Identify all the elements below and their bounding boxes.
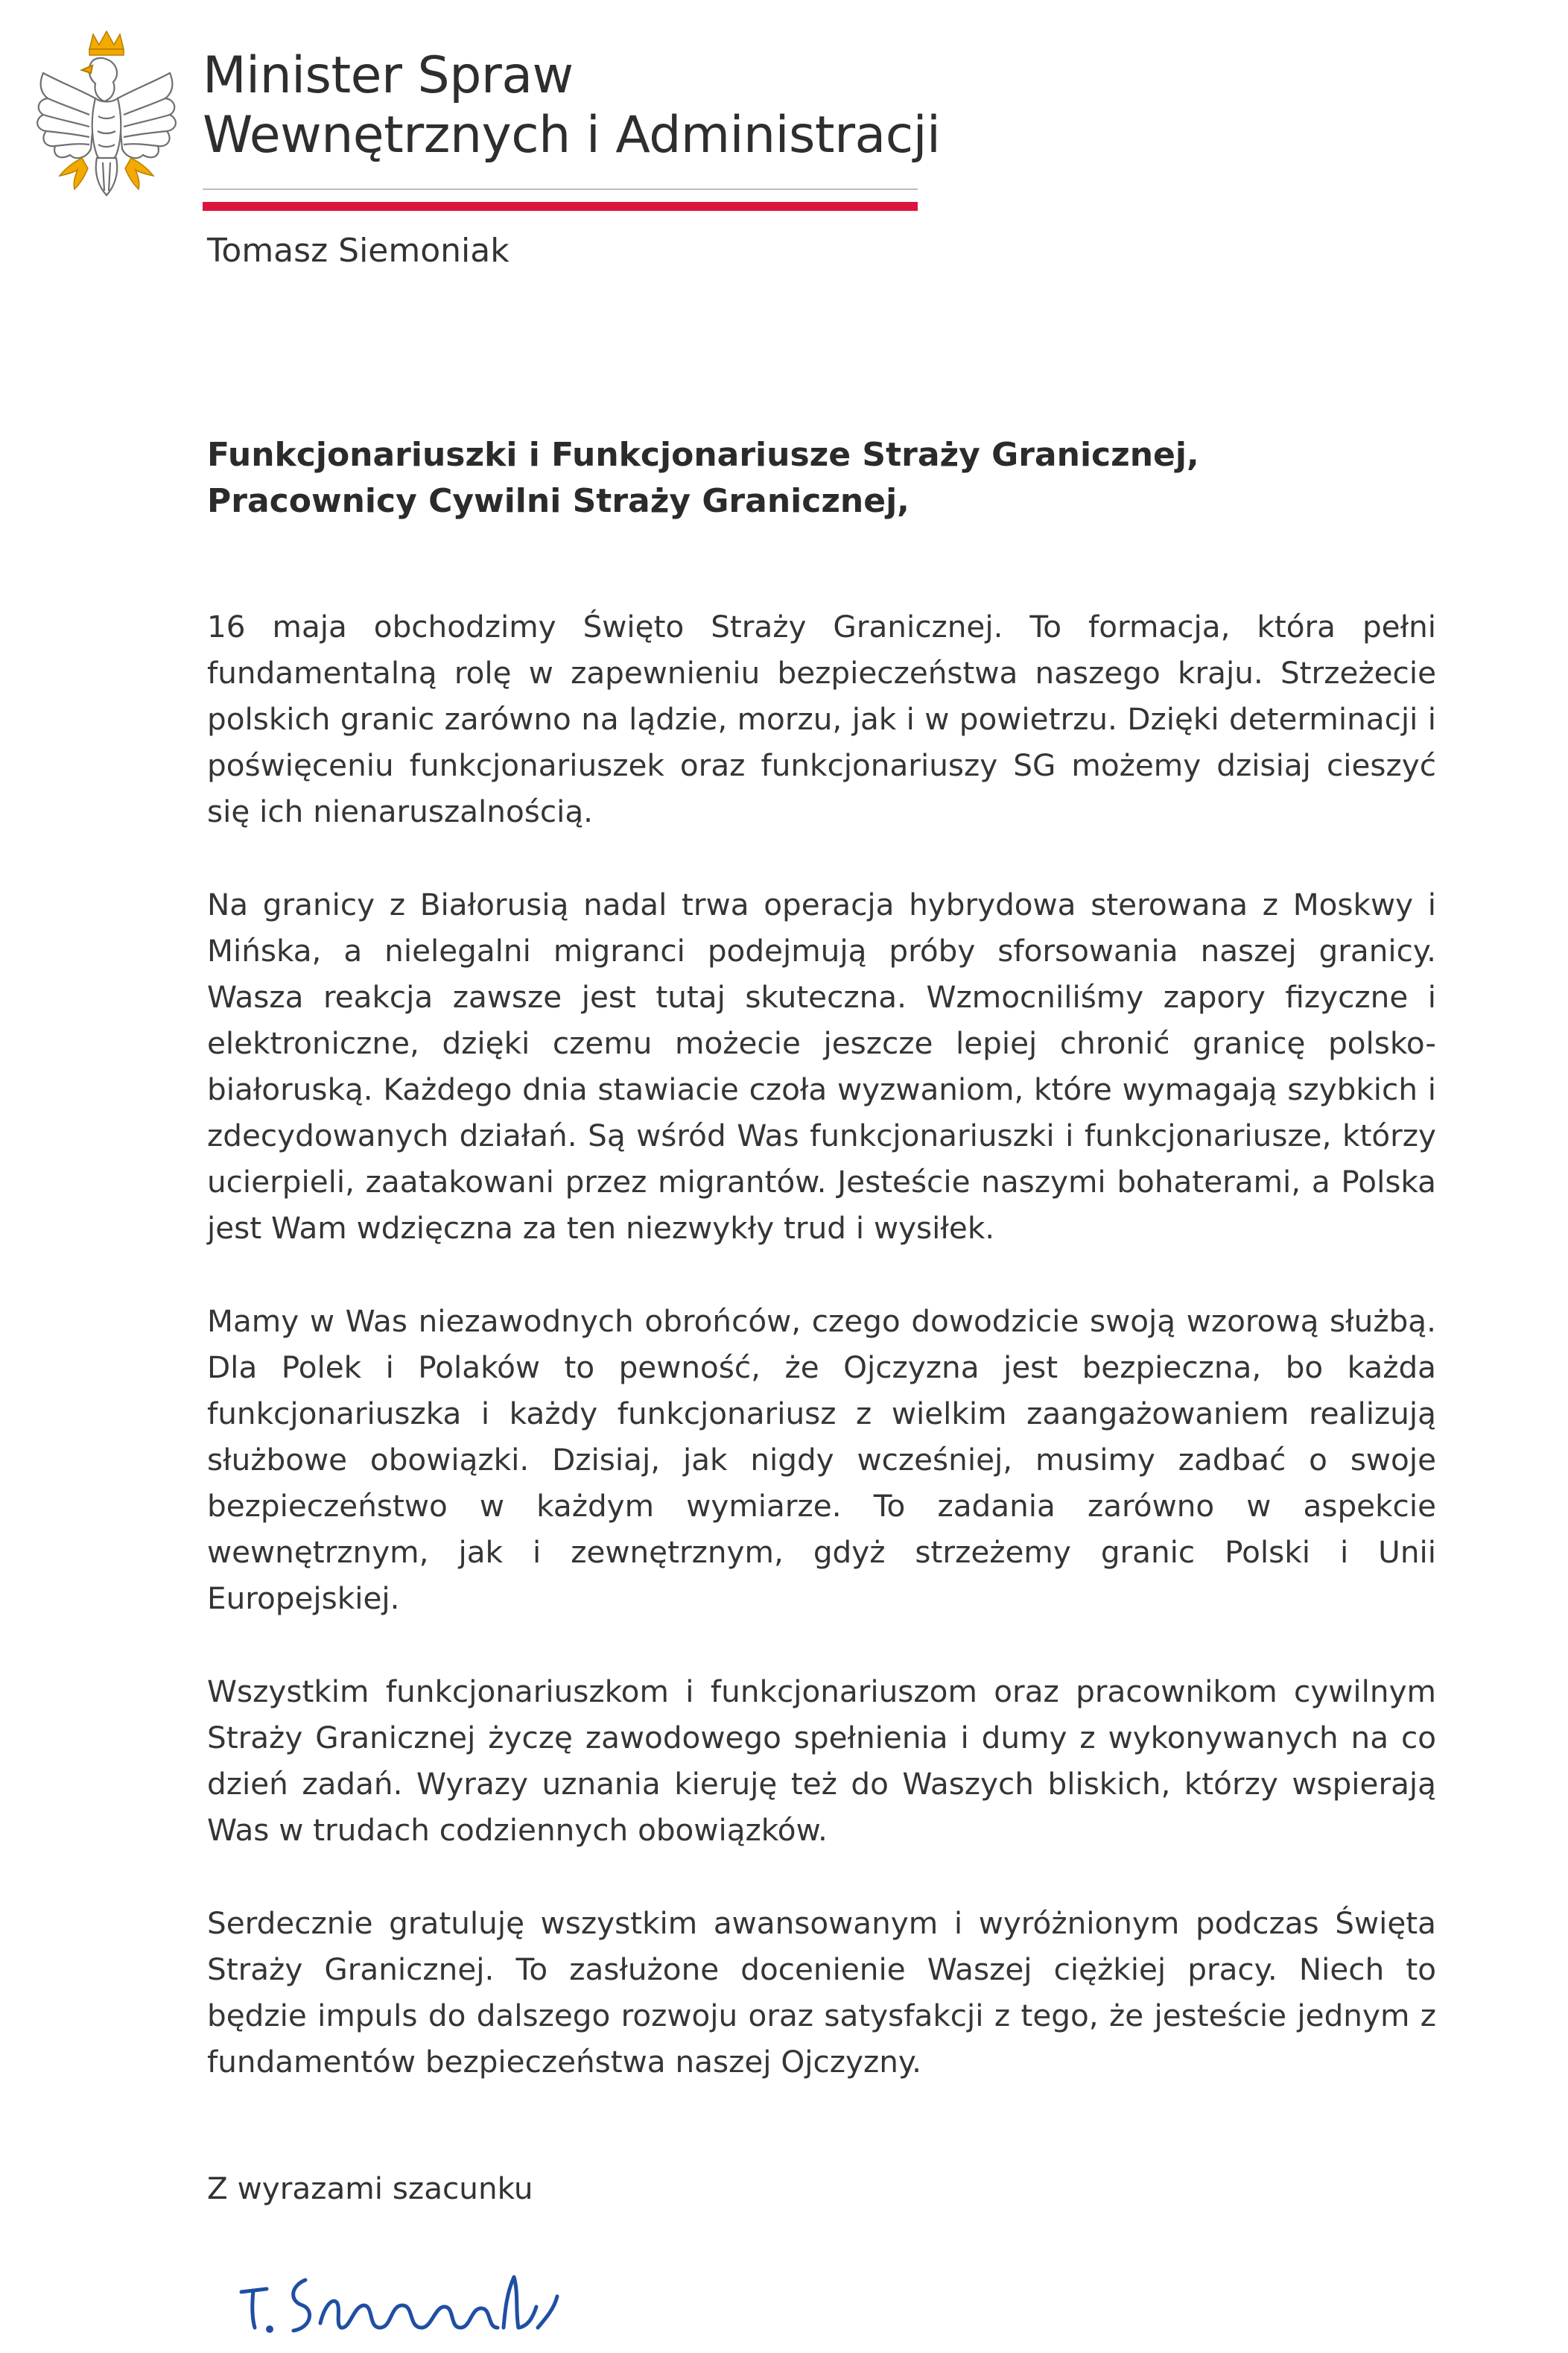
letterhead — [0, 0, 1568, 313]
salutation-line-1: Funkcjonariuszki i Funkcjonariusze Straży Granicznej, — [207, 436, 1199, 474]
body-paragraph-4: Wszystkim funkcjonariuszkom i funkcjonariuszom oraz pracownikom cywilnym Straży Granicznej życzę zawodowego spełnienia i dumy z wykonywanych na co dzień zadań. Wyrazy uznania kieruję też do Waszych bliskich, którzy wspierają Was w trudach codziennych obowiązków. — [207, 1673, 1436, 1848]
minister-name: Tomasz Siemoniak — [207, 232, 510, 270]
header-divider-gray — [203, 189, 918, 190]
body-paragraph-3: Mamy w Was niezawodnych obrońców, czego dowodzicie swoją wzorową służbą. Dla Polek i Polaków to pewność, że Ojczyzna jest bezpieczna, bo każda funkcjonariuszka i każdy funkcjonariusz z wielkim zaangażowaniem realizują służbowe obowiązki. Dzisiaj, jak nigdy wcześniej, musimy zadbać o swoje bezpieczeństwo w każdym wymiarze. To zadania zarówno w aspekcie wewnętrznym, jak i zewnętrznym, gdyż strzeżemy granic Polski i Unii Europejskiej. — [207, 1303, 1436, 1616]
letter-salutation — [207, 432, 1429, 525]
letter-body — [207, 604, 1436, 2132]
salutation-line-2: Pracownicy Cywilni Straży Granicznej, — [207, 482, 910, 520]
header-divider-red — [203, 202, 918, 211]
eagle-emblem-icon — [21, 27, 192, 215]
handwritten-signature-icon — [237, 2259, 587, 2341]
body-paragraph-2: Na granicy z Białorusią nadal trwa operacja hybrydowa sterowana z Moskwy i Mińska, a nielegalni migranci podejmują próby sforsowania naszej granicy. Wasza reakcja zawsze jest tutaj skuteczna. Wzmocniliśmy zapory fizyczne i elektroniczne, dzięki czemu możecie jeszcze lepiej chronić granicę polsko-białoruską. Każdego dnia stawiacie czoła wyzwaniom, które wymagają szybkich i zdecydowanych działań. Są wśród Was funkcjonariuszki i funkcjonariusze, którzy ucierpieli, zaatakowani przez migrantów. Jesteście naszymi bohaterami, a Polska jest Wam wdzięczna za ten niezwykły trud i wysiłek. — [207, 887, 1436, 1246]
ministry-title-line2: Wewnętrznych i Administracji — [203, 106, 941, 165]
ministry-title — [203, 46, 940, 165]
ministry-title-line1: Minister Spraw — [203, 46, 574, 105]
body-paragraph-1: 16 maja obchodzimy Święto Straży Granicznej. To formacja, która pełni fundamentalną rolę w zapewnieniu bezpieczeństwa naszego kraju. Strzeżecie polskich granic zarówno na lądzie, morzu, jak i w powietrzu. Dzięki determinacji i poświęceniu funkcjonariuszek oraz funkcjonariuszy SG możemy dzisiaj cieszyć się ich nienaruszalnością. — [207, 609, 1436, 829]
body-paragraph-5: Serdecznie gratuluję wszystkim awansowanym i wyróżnionym podczas Święta Straży Granicznej. To zasłużone docenienie Waszej ciężkiej pracy. Niech to będzie impuls do dalszego rozwoju oraz satysfakcji z tego, że jesteście jednym z fundamentów bezpieczeństwa naszej Ojczyzny. — [207, 1905, 1436, 2080]
letter-closing: Z wyrazami szacunku — [207, 2170, 533, 2206]
